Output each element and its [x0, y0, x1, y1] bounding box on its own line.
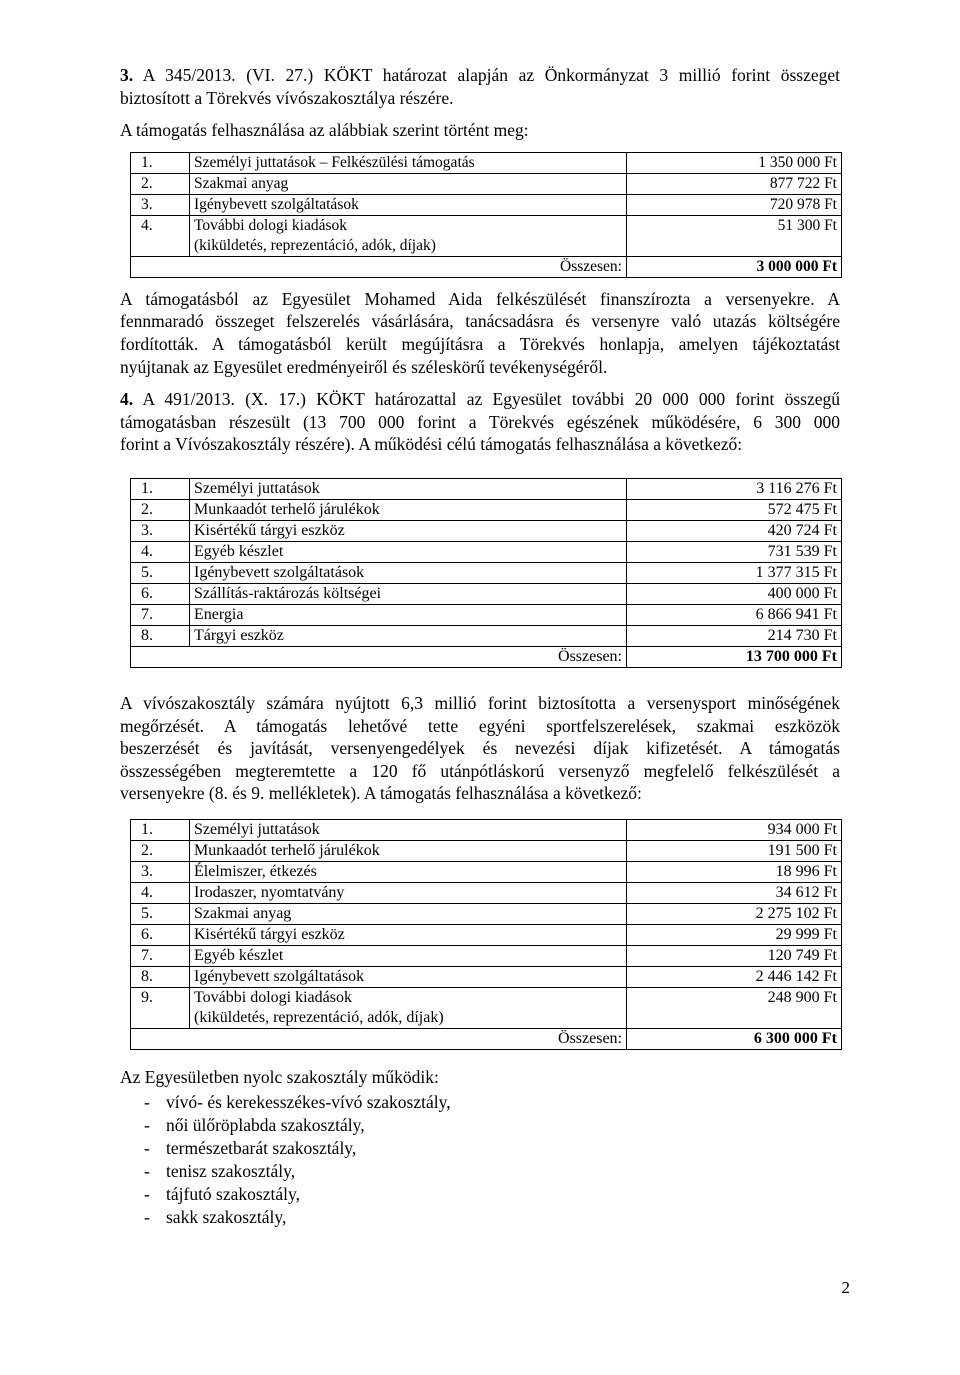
table-row: 1. Személyi juttatások 934 000 Ft: [131, 819, 842, 840]
sec3-line-1: 3. A 345/2013. (VI. 27.) KÖKT határozat alapján az Önkormányzat 3 millió forint összeget: [120, 65, 840, 85]
sections-list: [144, 1091, 840, 1229]
list-item: - tenisz szakosztály,: [144, 1160, 296, 1181]
sec3-line-2: biztosított a Törekvés vívószakosztálya részére.: [120, 87, 454, 108]
table-row: 6. Kisértékű tárgyi eszköz 29 999 Ft: [131, 924, 842, 945]
sec3-heading-number: 3.: [120, 65, 134, 85]
list-item: - természetbarát szakosztály,: [144, 1137, 357, 1158]
table-row: 9. További dologi kiadások (kiküldetés, reprezentáció, adók, díjak) 248 900 Ft: [131, 987, 842, 1028]
table-row: 2. Munkaadót terhelő járulékok 191 500 Ft: [131, 840, 842, 861]
table-row: 8. Tárgyi eszköz 214 730 Ft: [131, 625, 842, 646]
list-item: - női ülőröplabda szakosztály,: [144, 1114, 365, 1135]
vivo-paragraph: A vívószakosztály számára nyújtott 6,3 millió forint biztosította a versenysport minőségének megőrzését. A támogatás lehetővé tette egyéni sportfelszerelések, szakmai eszközök beszerzését és javítását, versenyengedélyek és nevezési díjak kifizetését. A támogatás összességében megteremtette a 120 fő utánpótláskorú versenyző megfelelő felkészülését a versenyekre (8. és 9. mellékletek). A támogatás felhasználása a következő:: [120, 692, 840, 804]
vivo-expense-table: [130, 819, 842, 1050]
sec3-expense-table: [130, 152, 842, 278]
sections-intro: Az Egyesületben nyolc szakosztály működik:: [120, 1066, 439, 1087]
list-item: - tájfutó szakosztály,: [144, 1183, 300, 1204]
sec3-paragraph: A támogatásból az Egyesület Mohamed Aida felkészülését finanszírozta a versenyekre. A fennmaradó összeget felszerelés vásárlására, tanácsadásra és versenyre való utazás költségére fordították. A támogatásból került megújításra a Törekvés honlapja, amelyen tájékoztatást nyújtanak az Egyesület eredményeiről és széleskörű tevékenységéről.: [120, 288, 840, 377]
document-page: [120, 64, 840, 1229]
table-row: 1. Személyi juttatások – Felkészülési támogatás 1 350 000 Ft: [131, 152, 842, 173]
table-row: 7. Egyéb készlet 120 749 Ft: [131, 945, 842, 966]
table-row: 2. Szakmai anyag 877 722 Ft: [131, 173, 842, 194]
table-total-row: Összesen: 6 300 000 Ft: [131, 1028, 842, 1049]
table-row: 4. Egyéb készlet 731 539 Ft: [131, 541, 842, 562]
table-row: 8. Igénybevett szolgáltatások 2 446 142 Ft: [131, 966, 842, 987]
table-row: 2. Munkaadót terhelő járulékok 572 475 Ft: [131, 499, 842, 520]
sec4-paragraph: 4. A 491/2013. (X. 17.) KÖKT határozattal az Egyesület további 20 000 000 forint összegű támogatásban részesült (13 700 000 forint a Törekvés egészének működésére, 6 300 000 forint a Vívószakosztály részére). A működési célú támogatás felhasználása a következő:: [120, 389, 840, 455]
table-row: 3. Kisértékű tárgyi eszköz 420 724 Ft: [131, 520, 842, 541]
table-total-row: Összesen: 3 000 000 Ft: [131, 256, 842, 277]
sec4-expense-table: [130, 478, 842, 668]
page-number: 2: [841, 1278, 850, 1297]
table-row: 7. Energia 6 866 941 Ft: [131, 604, 842, 625]
table-row: 4. További dologi kiadások (kiküldetés, reprezentáció, adók, díjak) 51 300 Ft: [131, 215, 842, 256]
table-row: 5. Szakmai anyag 2 275 102 Ft: [131, 903, 842, 924]
list-item: - sakk szakosztály,: [144, 1206, 287, 1227]
table-row: 3. Élelmiszer, étkezés 18 996 Ft: [131, 861, 842, 882]
table-row: 6. Szállítás-raktározás költségei 400 000 Ft: [131, 583, 842, 604]
table-row: 5. Igénybevett szolgáltatások 1 377 315 Ft: [131, 562, 842, 583]
table-row: 1. Személyi juttatások 3 116 276 Ft: [131, 478, 842, 499]
sec4-heading-number: 4.: [120, 389, 134, 410]
sec3-line-3: A támogatás felhasználása az alábbiak szerint történt meg:: [120, 120, 529, 141]
list-item: - vívó- és kerekesszékes-vívó szakosztály,: [144, 1091, 451, 1112]
table-row: 3. Igénybevett szolgáltatások 720 978 Ft: [131, 194, 842, 215]
table-total-row: Összesen: 13 700 000 Ft: [131, 646, 842, 667]
sec4-line-1: 4. A 491/2013. (X. 17.) KÖKT határozattal az Egyesület további 20 000 000 forint összegű: [120, 389, 840, 410]
table-row: 4. Irodaszer, nyomtatvány 34 612 Ft: [131, 882, 842, 903]
